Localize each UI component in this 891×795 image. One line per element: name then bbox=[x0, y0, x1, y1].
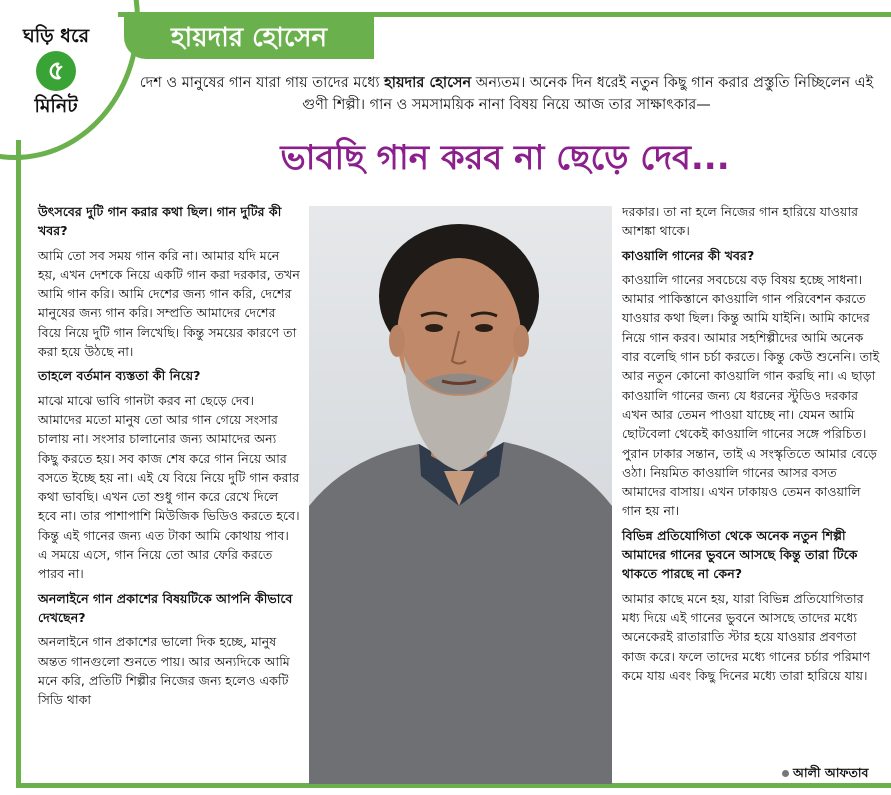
answer-3-continued: দরকার। তা না হলে নিজের গান হারিয়ে যাওয়ার আশঙ্কা থাকে। bbox=[622, 204, 859, 239]
question-4: কাওয়ালি গানের কী খবর? bbox=[622, 247, 755, 263]
answer-4: কাওয়ালি গানের সবচেয়ে বড় বিষয় হচ্ছে সাধনা। আমার পাকিস্তানে কাওয়ালি গান পরিবেশন করতে যাওয়ার কথা ছিল। কিন্তু আমি যাইনি। আমি কাদের নিয়ে গান করব। আমার সহশিল্পীদের আমি অনেক বার বলেছি গান চর্চা করতে। কিন্তু কেউ শুনেনি। তাই আর নতুন কোনো কাওয়ালি গান করছি না। এ ছাড়া কাওয়ালি গানের জন্য যে ধরনের স্টুডিও দরকার এখন আর তেমন পাওয়া যাচ্ছে না। যেমন আমি ছোটবেলা থেকেই কাওয়ালি গানের সঙ্গে পরিচিত। পুরান ঢাকার সন্তান, তাই এ সংস্কৃতিতে আমার বেড়ে ওঠা। নিয়মিত কাওয়ালি গানের আসর বসত আমাদের বাসায়। এখন ঢাকায়ও তেমন কাওয়ালি গান হয় না। bbox=[622, 271, 880, 519]
byline-name: আলী আফতাব bbox=[793, 765, 869, 780]
badge-number: ৫ bbox=[36, 51, 76, 91]
question-5: বিভিন্ন প্রতিযোগিতা থেকে অনেক নতুন শিল্পী আমাদের গানের ভুবনে আসছে কিন্তু তারা টিকে থাকতে পারছে না কেন? bbox=[622, 527, 858, 582]
headline: ভাবছি গান করব না ছেড়ে দেব... bbox=[280, 138, 730, 178]
bullet-dot-icon bbox=[782, 770, 789, 777]
question-3: অনলাইনে গান প্রকাশের বিষয়টিকে আপনি কীভাবে দেখছেন? bbox=[38, 590, 293, 625]
badge-bottom-text: মিনিট bbox=[34, 95, 78, 117]
column-right bbox=[622, 202, 880, 690]
portrait-illustration bbox=[309, 206, 612, 784]
answer-3: অনলাইনে গান প্রকাশের ভালো দিক হচ্ছে, মানুষ অন্তত গানগুলো শুনতে পায়। আর অন্যদিকে আমি মনে করি, প্রতিটি শিল্পীর নিজের জন্য হলেও একটি সিডি থাকা bbox=[38, 634, 290, 708]
intro-paragraph bbox=[134, 72, 879, 116]
portrait-photo bbox=[309, 206, 612, 784]
answer-2: মাঝে মাঝে ভাবি গানটা করব না ছেড়ে দেব। আমাদের মতো মানুষ তো আর গান গেয়ে সংসার চালায় না। সংসার চালানোর জন্য আমাদের অন্য কিছু করতে হয়। সব কাজ শেষ করে গান নিয়ে আর বসতে ইচ্ছে হয় না। এই যে বিয়ে নিয়ে দুটি গান করার কথা ভাবছি। এখন তো শুধু গান করে রেখে দিলে হবে না। তার পাশাপাশি মিউজিক ভিডিও করতে হবে। কিন্তু এই গানের জন্য এত টাকা আমি কোথায় পাব। এ সময়ে এসে, গান নিয়ে তো আর ফেরি করতে পারব না। bbox=[38, 392, 300, 582]
intro-after: অন্যতম। অনেক দিন ধরেই নতুন কিছু গান করার প্রস্তুতি নিচ্ছিলেন এই গুণী শিল্পী। গান ও সমসাময়িক নানা বিষয় নিয়ে আজ তার সাক্ষাৎকার— bbox=[302, 75, 874, 113]
section-badge bbox=[0, 24, 112, 118]
interviewee-name-tab: হায়দার হোসেন bbox=[124, 17, 374, 59]
answer-1: আমি তো সব সময় গান করি না। আমার যদি মনে হয়, এখন দেশকে নিয়ে একটি গান করা দরকার, তখন আমি গান করি। আমি দেশের জন্য গান করি, দেশের মানুষের জন্য গান করি। সম্প্রতি আমাদের দেশের বিয়ে নিয়ে দুটি গান লিখেছি। কিন্তু সময়ের কারণে তা করা হয়ে উঠছে না। bbox=[38, 247, 300, 360]
frame-left-border bbox=[16, 140, 21, 785]
question-1: উৎসবের দুটি গান করার কথা ছিল। গান দুটির কী খবর? bbox=[38, 204, 282, 239]
byline bbox=[782, 765, 869, 785]
answer-5: আমার কাছে মনে হয়, যারা বিভিন্ন প্রতিযোগিতার মধ্য দিয়ে এই গানের ভুবনে আসছে তাদের মধ্যে অনেকেরই রাতারাতি স্টার হয়ে যাওয়ার প্রবণতা কাজ করে। ফলে তাদের মধ্যে গানের চর্চার পরিমাণ কমে যায় এবং কিছু দিনের মধ্যে তারা হারিয়ে যায়। bbox=[622, 590, 871, 683]
column-left bbox=[38, 202, 300, 714]
intro-before: দেশ ও মানুষের গান যারা গায় তাদের মধ্যে bbox=[139, 75, 385, 91]
intro-bold-name: হায়দার হোসেন bbox=[384, 75, 472, 91]
question-2: তাহলে বর্তমান ব্যস্ততা কী নিয়ে? bbox=[38, 368, 201, 384]
badge-top-text: ঘড়ি ধরে bbox=[22, 25, 90, 47]
